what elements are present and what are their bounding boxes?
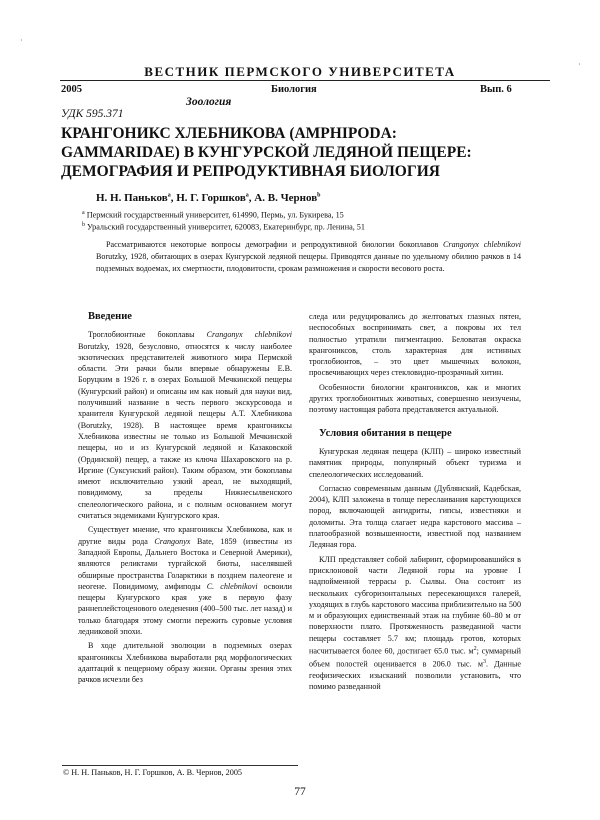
- abstract-text: Borutzky, 1928, обитающих в озерах Кунгурской ледяной пещеры. Приводятся данные по удельному обилию рачков в 14 подземных водоемах, их смертности, плодовитости, срокам размножения и скорости весового роста.: [96, 252, 521, 274]
- paragraph-text: ; суммарный объем полостей оценивается в 206.0 тыс. м: [309, 646, 521, 669]
- section-heading: Условия обитания в пещере: [319, 427, 452, 439]
- author-mark: a: [167, 192, 171, 199]
- affiliation-mark: b: [82, 222, 85, 228]
- superscript: 3: [482, 659, 486, 665]
- journal-title: ВЕСТНИК ПЕРМСКОГО УНИВЕРСИТЕТА: [144, 64, 456, 79]
- title-line: ДЕМОГРАФИЯ И РЕПРОДУКТИВНАЯ БИОЛОГИЯ: [61, 163, 440, 180]
- udc-code: УДК 595.371: [61, 108, 124, 120]
- abstract: [96, 239, 521, 275]
- author-mark: a: [245, 192, 249, 199]
- title-line: КРАНГОНИКС ХЛЕБНИКОВА (AMPHIPODA:: [61, 125, 397, 142]
- paragraph-text: Borutzky, 1928, безусловно, относятся к числу наиболее экзотических представителей животного мира Пермской области. Эти рачки были впервые обнаружены Е.В. Боруцким в 1926 г. в озерах Большой Мечкинской пещеры (Кунгурский район) и описаны им как новый для науки вид, получивший название в честь первого экскурсовода и хранителя Кунгурской ледяной пещеры А.Т. Хлебникова (Borutzky, 1928). В настоящее время крангониксы Хлебникова известны не только из Большой Мечкинской пещеры, но и из Кунгурской ледяной и Казаковской (Ординской) пещер, а также из ключа Шахаровского на р. Иргине (Суксунский район). Таким образом, эти бокоплавы имеют исключительно узкий ареал, не выходящий, повидимому, за пределы Нижнесылвенского спелеологического района, и с полным основанием могут считаться эндемиками Кунгурского края.: [78, 341, 292, 521]
- paragraph: Особенности биологии крангониксов, как и многих других троглобионтных животных, совершенно неизучены, поэтому настоящая работа представляется актуальной.: [309, 382, 521, 415]
- subsection: Зоология: [186, 96, 232, 108]
- author-name: А. В. Чернов: [254, 192, 318, 204]
- paragraph-text: освоили пещеры Кунгурского края уже в первую фазу раннеплейстоценового оледенения (400–500 тыс. лет назад) и только благодаря этому смогли пережить суровые условия ледниковой эпохи.: [78, 581, 292, 637]
- paragraph: [78, 329, 292, 521]
- issue: Вып. 6: [480, 84, 512, 95]
- species-name: Crangonyx chlebnikovi: [443, 240, 522, 249]
- right-column: [309, 311, 521, 693]
- affiliation: [82, 210, 344, 220]
- species-name: Crangonyx chlebnikovi: [206, 330, 293, 340]
- paragraph: Кунгурская ледяная пещера (КЛП) – широко известный памятник природы, популярный объект туризма и спелеологических исследований.: [309, 446, 521, 479]
- paragraph-text: Троглобионтные бокоплавы: [88, 330, 207, 340]
- article-title: [61, 124, 551, 181]
- header-rule: [60, 80, 550, 81]
- footnote-rule: [62, 765, 298, 766]
- superscript: 2: [473, 646, 477, 653]
- section: Биология: [271, 84, 317, 95]
- affiliation-mark: a: [82, 210, 85, 216]
- author-name: Н. Г. Горшков: [176, 192, 246, 204]
- affiliation-text: Пермский государственный университет, 614990, Пермь, ул. Букирева, 15: [86, 210, 344, 220]
- paragraph: следа или редуцировались до желтоватых глазных пятен, неспособных воспринимать свет, а покровы их тел полностью утратили пигментацию. Беловатая окраска крангониксов, столь характерная для истинных троглобионтов, – это цвет мышечных волокон, просвечивающих через стекловидно-прозрачный хитин.: [309, 312, 521, 378]
- author-list: Н. Н. Паньков$^a$, Н. Г. Горшков$^a$, А. В. Чернов$^b$: [96, 192, 321, 204]
- species-name: C. chlebnikovi: [206, 581, 258, 591]
- scan-mark: ·: [578, 60, 581, 69]
- section-heading: Введение: [88, 311, 132, 322]
- paragraph-text: Существует мнение, что крангониксы Хлебникова, как и другие виды рода: [78, 525, 292, 546]
- paragraph-text: КЛП представляет собой лабиринт, сформировавшийся в присклоновой части Ледяной горы на уровне I надпойменной террасы р. Сылвы. Она состоит из нескольких субгоризонтальных пересекающихся галерей, уходящих в глубь карстового массива приблизительно на 500 м и образующих единственный этаж на глубине 60–80 м от поверхности плато. Протяженность разведанной части пещеры составляет 5.7 км; площадь гротов, которых насчитывается более 60, достигает 65.0 тыс. м: [309, 554, 521, 656]
- copyright: © Н. Н. Паньков, Н. Г. Горшков, А. В. Чернов, 2005: [63, 768, 243, 777]
- genus-name: Crangonyx: [154, 536, 191, 546]
- affiliation: [82, 222, 365, 232]
- paragraph-text: Bate, 1859 (известны из Западной Европы, Дальнего Востока и Северной Америки), являются реликтами тургайской биоты, населявшей обширные пространства Голарктики в позднем палеогене и неогене. Повидимому, амфиподы: [78, 536, 292, 591]
- scan-mark: ·: [20, 36, 23, 45]
- abstract-text: Рассматриваются некоторые вопросы демографии и репродуктивной биологии бокоплавов: [106, 240, 444, 249]
- year: 2005: [61, 84, 82, 95]
- author-mark: b: [317, 192, 321, 199]
- affiliation-text: Уральский государственный университет, 620083, Екатеринбург, пр. Ленина, 51: [87, 222, 365, 232]
- paragraph: [309, 554, 521, 693]
- author-name: Н. Н. Паньков: [96, 192, 168, 204]
- paragraph: В ходе длительной эволюции в подземных озерах крангониксы Хлебникова выработали ряд морфологических адаптаций к пещерному образу жизни. Органы зрения этих рачков исчезли без: [78, 641, 292, 685]
- page-number: 77: [294, 786, 306, 798]
- left-column: [78, 311, 292, 686]
- title-line: GAMMARIDAE) В КУНГУРСКОЙ ЛЕДЯНОЙ ПЕЩЕРЕ:: [61, 144, 472, 161]
- paragraph: Согласно современным данным (Дублянский, Кадебская, 2004), КЛП заложена в толще переслаивания карстующихся пород, включающей ангидриты, гипсы, известняки и доломиты. Эта толща слагает недра карстового массива – платообразной возвышенности, известной под названием Ледяная гора.: [309, 483, 521, 550]
- paragraph-text: . Данные геофизических изысканий позволили установить, что помимо разведанной: [309, 659, 521, 692]
- paragraph: [78, 524, 292, 637]
